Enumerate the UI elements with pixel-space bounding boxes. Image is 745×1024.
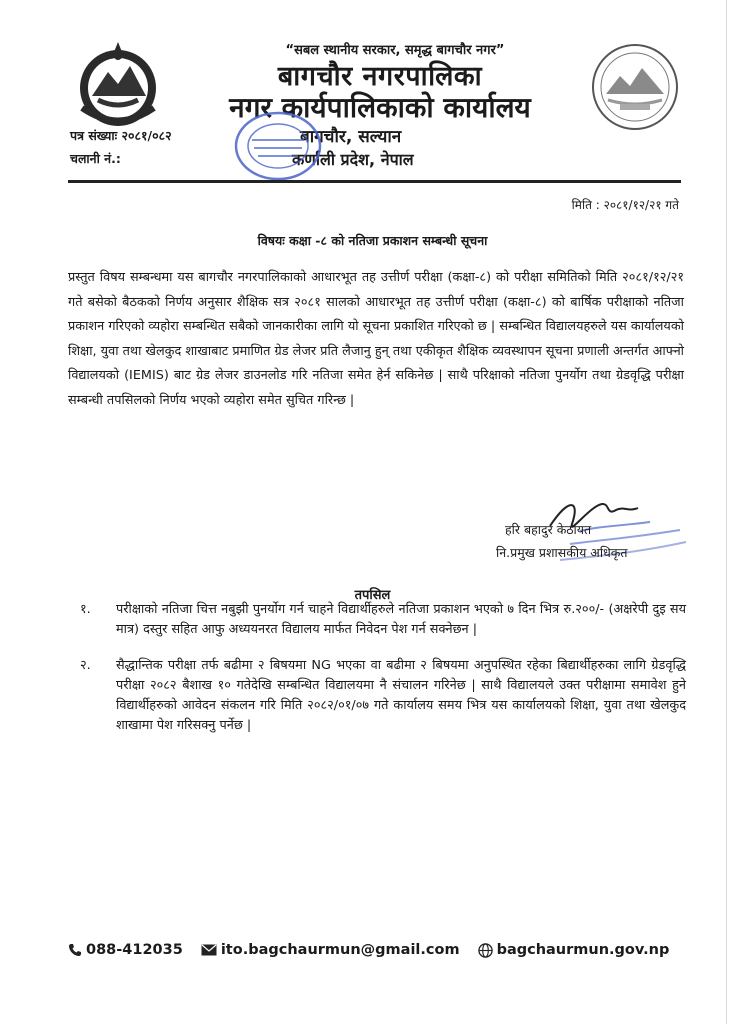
scan-edge [726, 0, 727, 1024]
letter-number-label: पत्र संख्याः [70, 128, 118, 143]
subject-line [0, 232, 745, 249]
government-emblem-icon [68, 38, 168, 130]
footer-website [478, 942, 670, 958]
email-address[interactable]: ito.bagchaurmun@gmail.com [220, 942, 460, 958]
address-line-2: कर्णाली प्रदेश, नेपाल [292, 150, 414, 169]
footer-phone [68, 942, 183, 958]
municipality-name: बागचौर नगरपालिका [277, 61, 483, 92]
office-name: नगर कार्यपालिकाको कार्यालय [229, 91, 531, 124]
phone-number[interactable]: 088-412035 [86, 942, 183, 958]
annex-list [80, 600, 686, 736]
annex-item-number: २. [80, 658, 91, 673]
footer-email [201, 942, 460, 958]
annex-item-number: १. [80, 602, 91, 617]
subject-text: कक्षा -८ को नतिजा प्रकाशन सम्बन्धी सूचना [289, 233, 488, 248]
annex-title: तपसिल [354, 588, 391, 603]
annex-item-text: परीक्षाको नतिजा चित्त नबुझी पुनर्योग गर्न चाहने विद्यार्थीहरुले नतिजा प्रकाशन भएको ७ दिन भित्र रु.२००/- (अक्षरेपी दुइ सय मात्र) दस्तुर सहित आफु अध्ययनरत विद्यालय मार्फत निवेदन पेश गर्न सक्नेछन | [116, 602, 686, 637]
annex-item-text: सैद्धान्तिक परीक्षा तर्फ बढीमा २ बिषयमा NG भएका वा बढीमा २ बिषयमा अनुपस्थित रहेका बिद्यार्थीहरुका लागि ग्रेडवृद्धि परीक्षा २०८२ बैशाख १० गतेदेखि सम्बन्धित विद्यालयमा नै संचालन गरिनेछ | साथै विद्यालयले उक्त परीक्षामा समावेश हुने विद्यार्थीहरुको आवेदन संकलन गरि मिति २०८२/०१/०७ गते कार्यालय समय भित्र यस कार्यालयको शिक्षा, युवा तथा खेलकुद शाखामा पेश गरिसक्नु पर्नेछ | [116, 658, 686, 733]
letter-number [70, 127, 172, 144]
dispatch-number [70, 150, 121, 167]
address-line-1: बागचौर, सल्यान [300, 127, 402, 147]
subject-label: विषयः [257, 233, 285, 248]
signer-name: हरि बहादुर केठायत [505, 522, 592, 537]
signer-designation: नि.प्रमुख प्रशासकीय अधिकृत [496, 545, 628, 560]
dispatch-number-label: चलानी नं.: [70, 151, 121, 166]
office-stamp-icon [232, 108, 324, 184]
slogan: “सबल स्थानीय सरकार, समृद्ध बागचौर नगर” [285, 43, 505, 58]
contact-footer [68, 942, 698, 958]
letter-number-value: २०८१/०८२ [121, 128, 172, 143]
phone-icon [68, 943, 82, 957]
annex-item [80, 656, 686, 736]
globe-icon [478, 943, 493, 958]
website-url[interactable]: bagchaurmun.gov.np [496, 942, 670, 958]
letter-date: मिति : २०८१/१२/२१ गते [571, 198, 679, 212]
annex-item [80, 600, 686, 640]
municipality-logo-icon [590, 42, 680, 132]
email-icon [201, 944, 217, 956]
header-divider [68, 180, 681, 183]
notice-body: प्रस्तुत विषय सम्बन्धमा यस बागचौर नगरपालिकाको आधारभूत तह उत्तीर्ण परीक्षा (कक्षा-८) को परीक्षा समितिको मिति २०८१/१२/२१ गते बसेको बैठकको निर्णय अनुसार शैक्षिक सत्र २०८१ सालको आधारभूत तह उत्तीर्ण परीक्षा (कक्षा-८) को बार्षिक परीक्षाको नतिजा प्रकाशन गरिएको व्यहोरा सम्बन्धित सबैको जानकारीका लागि यो सूचना प्रकाशित गरिएको छ | सम्बन्धित विद्यालयहरुले यस कार्यालयको शिक्षा, युवा तथा खेलकुद शाखाबाट प्रमाणित ग्रेड लेजर प्रति लैजानु हुन् तथा एकीकृत शैक्षिक व्यवस्थापन सूचना प्रणाली अन्तर्गत आफ्नो विद्यालयको (IEMIS) बाट ग्रेड लेजर डाउनलोड गरि नतिजा समेत हेर्न सकिनेछ | साथै परिक्षाको नतिजा पुनर्योग तथा ग्रेडवृद्धि परीक्षा सम्बन्धी तपसिलको निर्णय भएको व्यहोरा समेत सुचित गरिन्छ | [68, 270, 684, 408]
